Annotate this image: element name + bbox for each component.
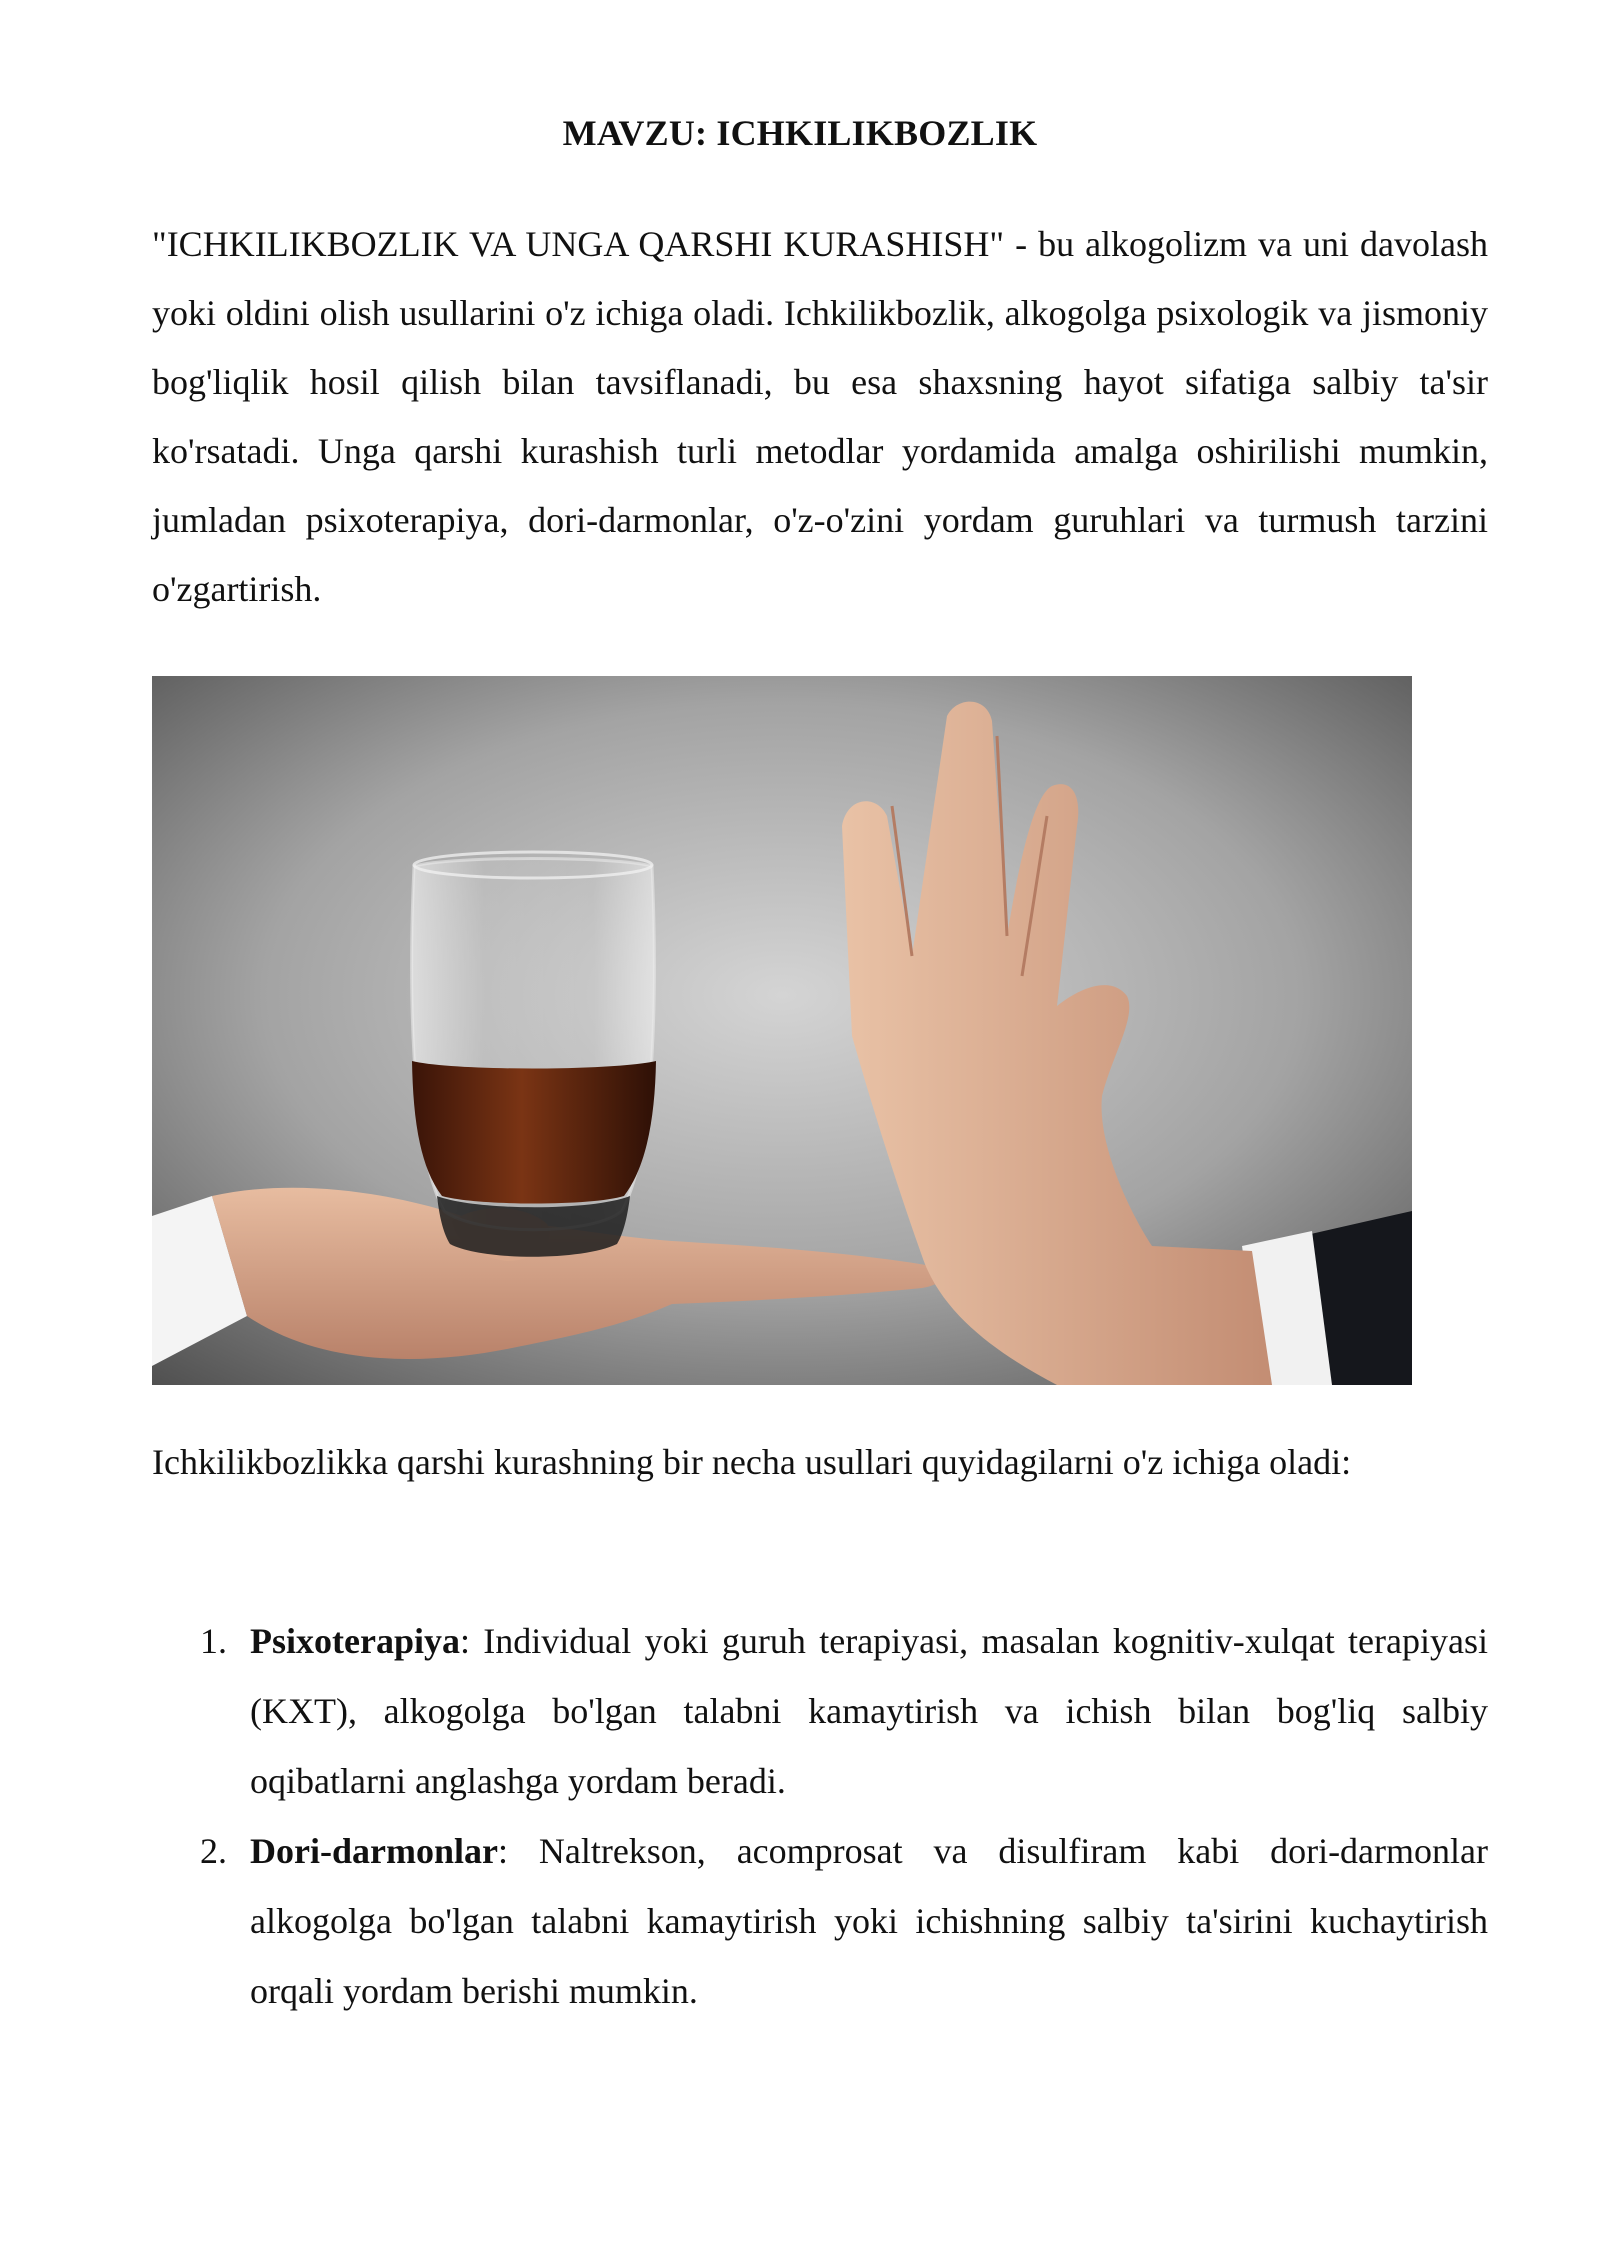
document-title: MAVZU: ICHKILIKBOZLIK bbox=[562, 113, 1038, 153]
list-item bbox=[152, 1816, 1488, 2026]
intro-paragraph: "ICHKILIKBOZLIK VA UNGA QARSHI KURASHISH" - bu alkogolizm va uni davolash yoki oldini olish usullarini o'z ichiga oladi. Ichkilikbozlik, alkogolga psixologik va jismoniy bog'liqlik hosil qilish bilan tavsiflanadi, bu esa shaxsning hayot sifatiga salbiy ta'sir ko'rsatadi. Unga qarshi kurashish turli metodlar yordamida amalga oshirilishi mumkin, jumladan psixoterapiya, dori-darmonlar, o'z-o'zini yordam guruhlari va turmush tarzini o'zgartirish. bbox=[152, 224, 1488, 609]
method-description: : Individual yoki guruh terapiyasi, masalan kognitiv-xulqat terapiyasi (KXT), alkogolga bo'lgan talabni kamaytirish va ichish bilan bog'liq salbiy oqibatlarni anglashga yordam beradi. bbox=[250, 1621, 1488, 1801]
method-term: Dori-darmonlar bbox=[250, 1831, 498, 1871]
method-description: : Naltrekson, acomprosat va disulfiram kabi dori-darmonlar alkogolga bo'lgan talabni kamaytirish yoki ichishning salbiy ta'sirini kuchaytirish orqali yordam berishi mumkin. bbox=[250, 1831, 1488, 2011]
list-number: 2. bbox=[200, 1831, 227, 1871]
list-number: 1. bbox=[200, 1621, 227, 1661]
list-item bbox=[152, 1606, 1488, 1816]
methods-intro: Ichkilikbozlikka qarshi kurashning bir necha usullari quyidagilarni o'z ichiga oladi: bbox=[152, 1442, 1352, 1482]
method-term: Psixoterapiya bbox=[250, 1621, 460, 1661]
methods-list bbox=[152, 1606, 1488, 2026]
refusing-alcohol-photo bbox=[152, 676, 1412, 1385]
